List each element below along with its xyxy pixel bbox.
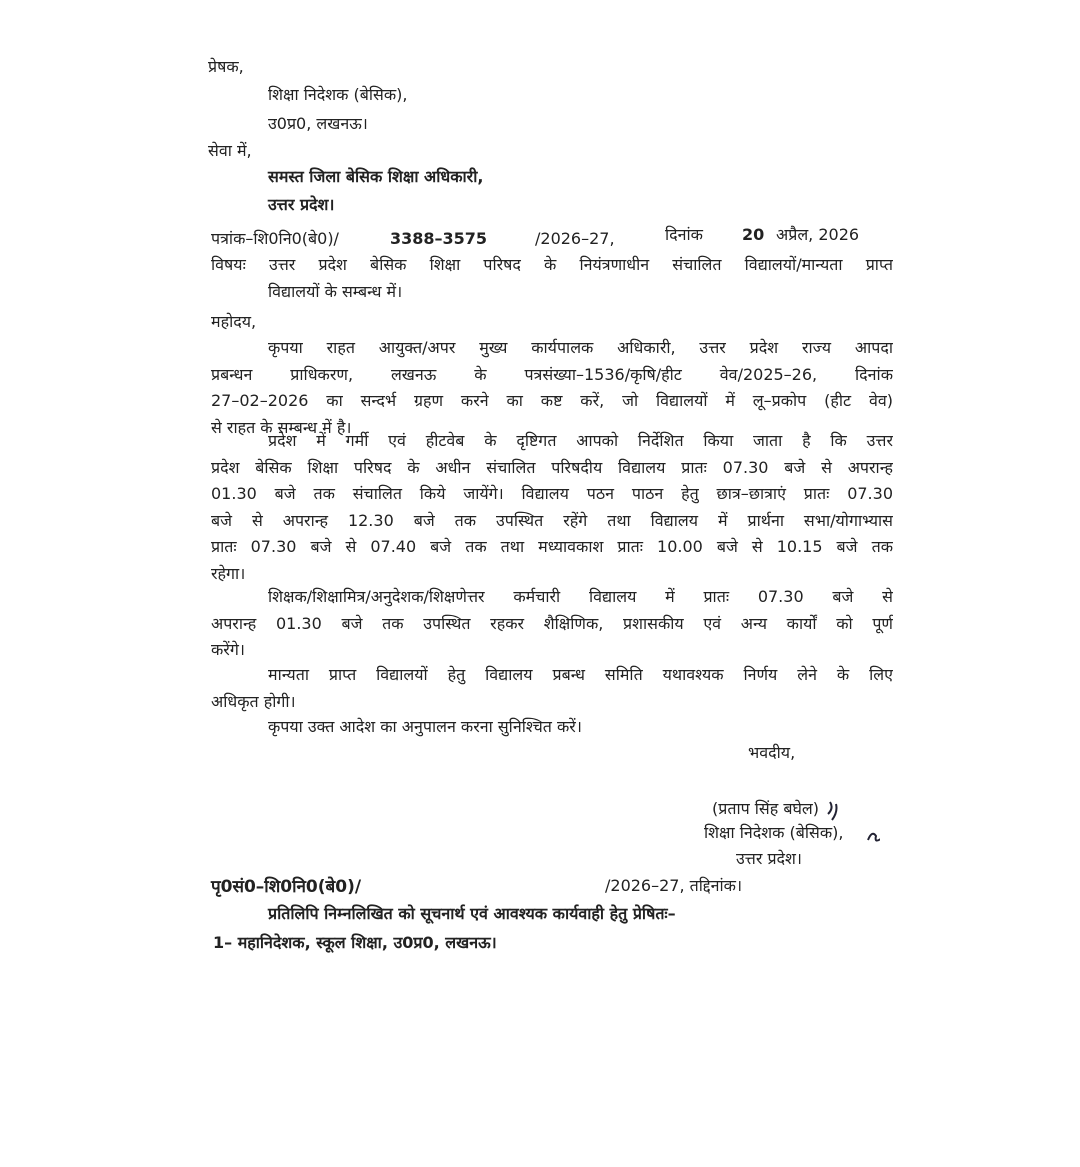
- signatory-location: उत्तर प्रदेश।: [736, 849, 802, 868]
- reference-prefix: पत्रांक–शि0नि0(बे0)/: [211, 229, 339, 248]
- salutation: महोदय,: [211, 312, 257, 331]
- paragraph-line: प्रबन्धन प्राधिकरण, लखनऊ के पत्रसंख्या–1536/कृषि/हीट वेव/2025–26, दिनांक: [211, 364, 893, 384]
- endorsement-prefix: पृ0सं0–शि0नि0(बे0)/: [211, 877, 362, 897]
- copy-recipient: 1– महानिदेशक, स्कूल शिक्षा, उ0प्र0, लखनऊ।: [213, 933, 497, 952]
- signatory-designation: शिक्षा निदेशक (बेसिक),: [704, 823, 844, 842]
- paragraph-line: से राहत के सम्बन्ध में है।: [211, 417, 352, 437]
- sender-location: उ0प्र0, लखनऊ।: [268, 114, 368, 133]
- subject: [211, 254, 893, 307]
- sender-designation: शिक्षा निदेशक (बेसिक),: [268, 85, 408, 104]
- paragraph-line: अपरान्ह 01.30 बजे तक उपस्थित रहकर शैक्षिणिक, प्रशासकीय एवं अन्य कार्यों को पूर्ण: [211, 613, 893, 633]
- copy-line: प्रतिलिपि निम्नलिखित को सूचनार्थ एवं आवश्यक कार्यवाही हेतु प्रेषितः–: [268, 904, 676, 923]
- date-month-year: अप्रैल, 2026: [776, 225, 860, 244]
- body-paragraph: [211, 430, 893, 589]
- date-day: 20: [742, 225, 765, 244]
- paragraph-line: प्रदेश में गर्मी एवं हीटवेब के दृष्टिगत आपको निर्देशित किया जाता है कि उत्तर: [268, 431, 893, 450]
- paragraph-line: 01.30 बजे तक संचालित किये जायेंगे। विद्यालय पठन पाठन हेतु छात्र–छात्राएं प्रातः 07.30: [211, 484, 893, 503]
- body-paragraph: [211, 716, 893, 743]
- endorsement-year-date: /2026–27, तद्दिनांक।: [605, 876, 743, 895]
- to-label: सेवा में,: [208, 141, 252, 160]
- paragraph-line: कृपया राहत आयुक्त/अपर मुख्य कार्यपालक अधिकारी, उत्तर प्रदेश राज्य आपदा: [268, 338, 893, 357]
- body-paragraph: [211, 586, 893, 666]
- paragraph-line: 27–02–2026 का सन्दर्भ ग्रहण करने का कष्ट करें, जो विद्यालयों में लू–प्रकोप (हीट वेव): [211, 391, 893, 410]
- recipient-location: उत्तर प्रदेश।: [268, 195, 335, 214]
- paragraph-line: प्रदेश बेसिक शिक्षा परिषद के अधीन संचालित परिषदीय विद्यालय प्रातः 07.30 बजे से अपरान्ह: [211, 457, 893, 477]
- closing: भवदीय,: [748, 743, 796, 762]
- subject-line: विषयः उत्तर प्रदेश बेसिक शिक्षा परिषद के नियंत्रणाधीन संचालित विद्यालयों/मान्यता प्राप्त: [211, 255, 893, 274]
- paragraph-line: शिक्षक/शिक्षामित्र/अनुदेशक/शिक्षणेत्तर कर्मचारी विद्यालय में प्रातः 07.30 बजे से: [268, 587, 893, 606]
- paragraph-line: प्रातः 07.30 बजे से 07.40 बजे तक तथा मध्यावकाश प्रातः 10.00 बजे से 10.15 बजे तक: [211, 537, 893, 556]
- reference-year: /2026–27,: [535, 229, 615, 248]
- subject-line: विद्यालयों के सम्बन्ध में।: [268, 281, 403, 301]
- paragraph-line: करेंगे।: [211, 640, 245, 659]
- reference-number: 3388–3575: [390, 229, 488, 248]
- body-paragraph: [211, 664, 893, 717]
- body-paragraph: [211, 337, 893, 443]
- date-label: दिनांक: [665, 225, 703, 244]
- recipient-designation: समस्त जिला बेसिक शिक्षा अधिकारी,: [268, 167, 484, 186]
- paragraph-line: अधिकृत होगी।: [211, 691, 296, 711]
- signatory-name: (प्रताप सिंह बघेल): [712, 799, 820, 818]
- paragraph-line: रहेगा।: [211, 563, 246, 583]
- paragraph-line: कृपया उक्त आदेश का अनुपालन करना सुनिश्चित करें।: [268, 717, 582, 736]
- sender-label: प्रेषक,: [208, 57, 244, 76]
- paragraph-line: मान्यता प्राप्त विद्यालयों हेतु विद्यालय प्रबन्ध समिति यथावश्यक निर्णय लेने के लिए: [268, 665, 893, 684]
- paragraph-line: बजे से अपरान्ह 12.30 बजे तक उपस्थित रहेंगे तथा विद्यालय में प्रार्थना सभा/योगाभ्यास: [211, 510, 893, 530]
